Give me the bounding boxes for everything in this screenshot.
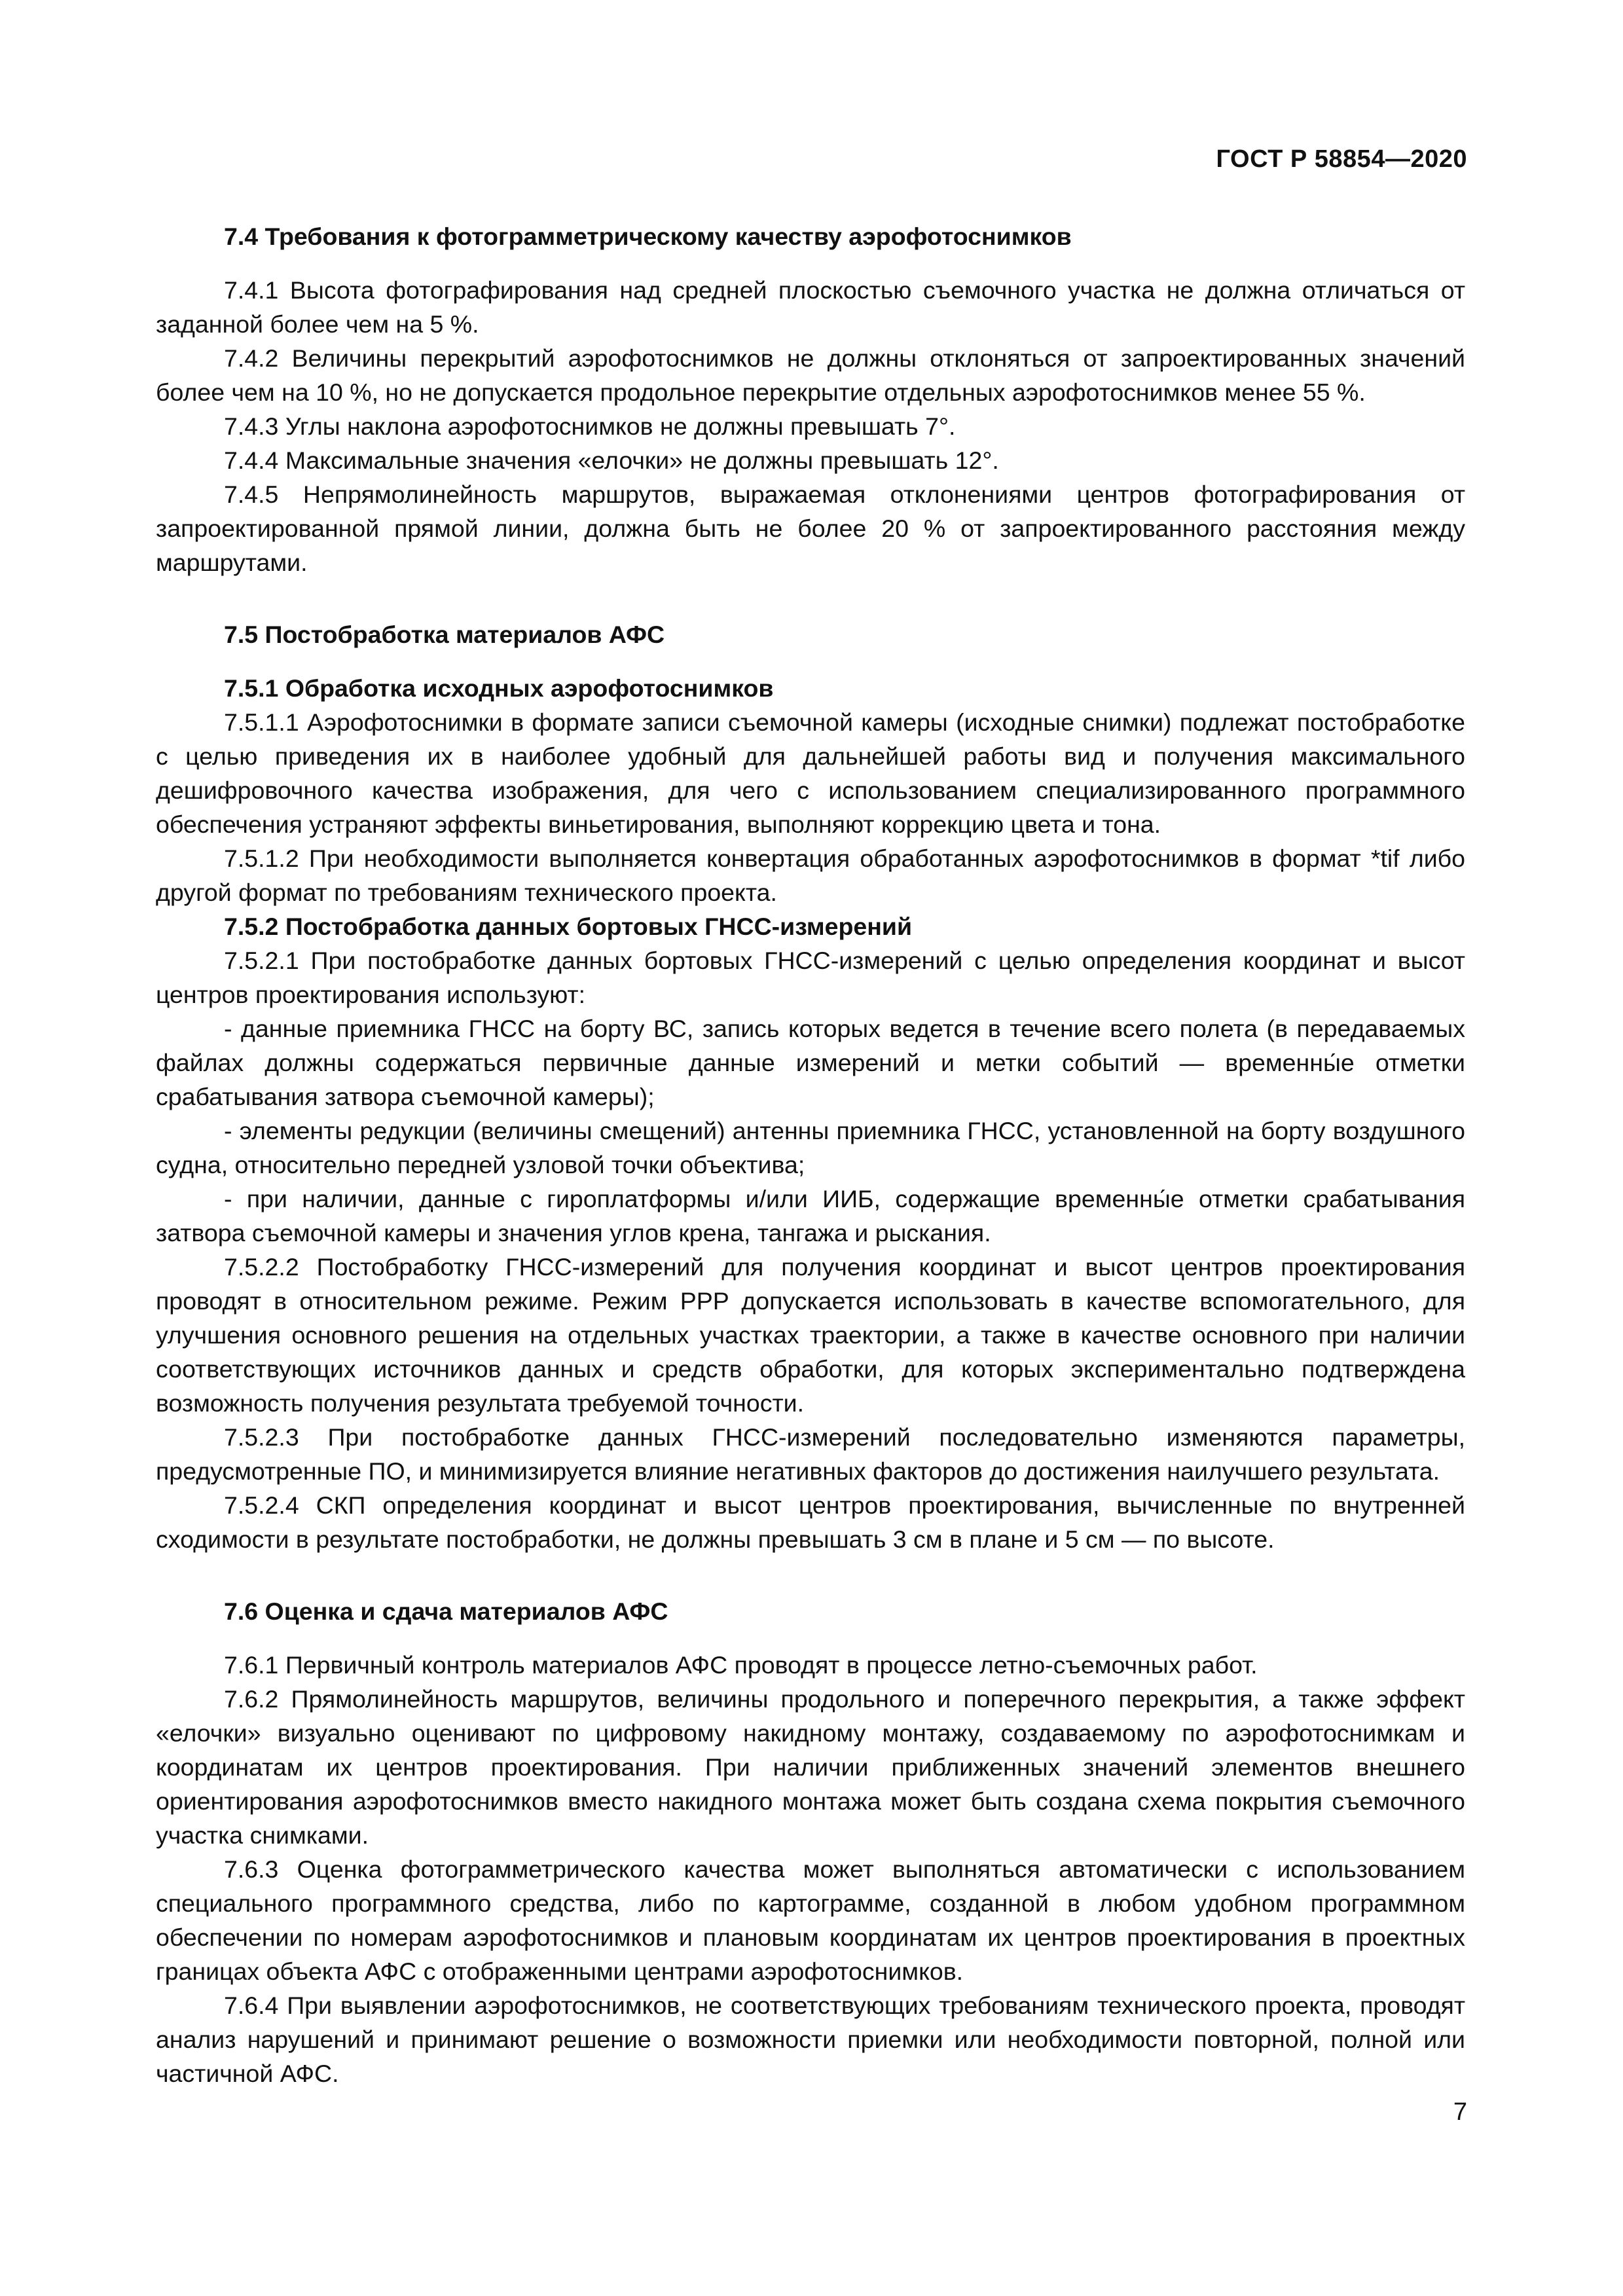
list-item: - элементы редукции (величины смещений) антенны приемника ГНСС, установленной на борту воздушного судна, относительно передней узловой точки объектива;	[156, 1117, 1465, 1178]
section-heading-7-4: 7.4 Требования к фотограмметрическому качеству аэрофотоснимков	[224, 223, 1072, 250]
paragraph-7-5-2-4: 7.5.2.4 СКП определения координат и высот центров проектирования, вычисленные по внутренней сходимости в результате постобработки, не должны превышать 3 см в плане и 5 см — по высоте.	[156, 1491, 1465, 1553]
document-body	[156, 219, 1465, 2090]
document-header: ГОСТ Р 58854—2020	[1216, 145, 1467, 173]
paragraph-7-4-4: 7.4.4 Максимальные значения «елочки» не должны превышать 12°.	[224, 446, 999, 474]
paragraph-7-4-3: 7.4.3 Углы наклона аэрофотоснимков не должны превышать 7°.	[224, 412, 956, 440]
paragraph-7-5-1-2: 7.5.1.2 При необходимости выполняется конвертация обработанных аэрофотоснимков в формат *tif либо другой формат по требованиям технического проекта.	[156, 845, 1465, 906]
paragraph-7-6-4: 7.6.4 При выявлении аэрофотоснимков, не соответствующих требованиям технического проекта, проводят анализ нарушений и принимают решение о возможности приемки или необходимости повторной, полной или частичной АФС.	[156, 1992, 1465, 2087]
paragraph-7-5-1-1: 7.5.1.1 Аэрофотоснимки в формате записи съемочной камеры (исходные снимки) подлежат постобработке с целью приведения их в наиболее удобный для дальнейшей работы вид и получения максимального дешифровочного качества изображения, для чего с использованием специализированного программного обеспечения устраняют эффекты виньетирования, выполняют коррекцию цвета и тона.	[156, 708, 1465, 838]
paragraph-7-6-1: 7.6.1 Первичный контроль материалов АФС проводят в процессе летно-съемочных работ.	[224, 1651, 1258, 1679]
paragraph-7-6-2: 7.6.2 Прямолинейность маршрутов, величины продольного и поперечного перекрытия, а также эффект «елочки» визуально оценивают по цифровому накидному монтажу, создаваемому по аэрофотоснимкам и координатам их центров проектирования. При наличии приближенных значений элементов внешнего ориентирования аэрофотоснимков вместо накидного монтажа может быть создана схема покрытия съемочного участка снимками.	[156, 1685, 1465, 1849]
paragraph-7-5-2-2: 7.5.2.2 Постобработку ГНСС-измерений для получения координат и высот центров проектирования проводят в относительном режиме. Режим PPP допускается использовать в качестве вспомогательного, для улучшения основного решения на отдельных участках траектории, а также в качестве основного при наличии соответствующих источников данных и средств обработки, для которых экспериментально подтверждена возможность получения результата требуемой точности.	[156, 1253, 1465, 1417]
page-number: 7	[1453, 2098, 1467, 2126]
list-item: - данные приемника ГНСС на борту ВС, запись которых ведется в течение всего полета (в передаваемых файлах должны содержаться первичные данные измерений и метки событий — временны́е отметки срабатывания затвора съемочной камеры);	[156, 1015, 1465, 1110]
section-heading-7-5: 7.5 Постобработка материалов АФС	[224, 621, 665, 648]
list-item: - при наличии, данные с гироплатформы и/или ИИБ, содержащие временны́е отметки срабатывания затвора съемочной камеры и значения углов крена, тангажа и рыскания.	[156, 1185, 1465, 1247]
section-heading-7-6: 7.6 Оценка и сдача материалов АФС	[224, 1597, 668, 1625]
subsection-heading-7-5-1: 7.5.1 Обработка исходных аэрофотоснимков	[224, 674, 774, 702]
paragraph-7-6-3: 7.6.3 Оценка фотограмметрического качества может выполняться автоматически с использованием специального программного средства, либо по картограмме, созданной в любом удобном программном обеспечении по номерам аэрофотоснимков и плановым координатам их центров проектирования в проектных границах объекта АФС с отображенными центрами аэрофотоснимков.	[156, 1855, 1465, 1985]
paragraph-7-4-2: 7.4.2 Величины перекрытий аэрофотоснимков не должны отклоняться от запроектированных значений более чем на 10 %, но не допускается продольное перекрытие отдельных аэрофотоснимков менее 55 %.	[156, 344, 1465, 406]
paragraph-7-4-1: 7.4.1 Высота фотографирования над средней плоскостью съемочного участка не должна отличаться от заданной более чем на 5 %.	[156, 276, 1465, 338]
subsection-heading-7-5-2: 7.5.2 Постобработка данных бортовых ГНСС-измерений	[224, 913, 913, 940]
paragraph-7-5-2-1: 7.5.2.1 При постобработке данных бортовых ГНСС-измерений с целью определения координат и высот центров проектирования используют:	[156, 947, 1465, 1008]
paragraph-7-5-2-3: 7.5.2.3 При постобработке данных ГНСС-измерений последовательно изменяются параметры, предусмотренные ПО, и минимизируется влияние негативных факторов до достижения наилучшего результата.	[156, 1423, 1465, 1485]
paragraph-7-4-5: 7.4.5 Непрямолинейность маршрутов, выражаемая отклонениями центров фотографирования от запроектированной прямой линии, должна быть не более 20 % от запроектированного расстояния между маршрутами.	[156, 481, 1465, 576]
